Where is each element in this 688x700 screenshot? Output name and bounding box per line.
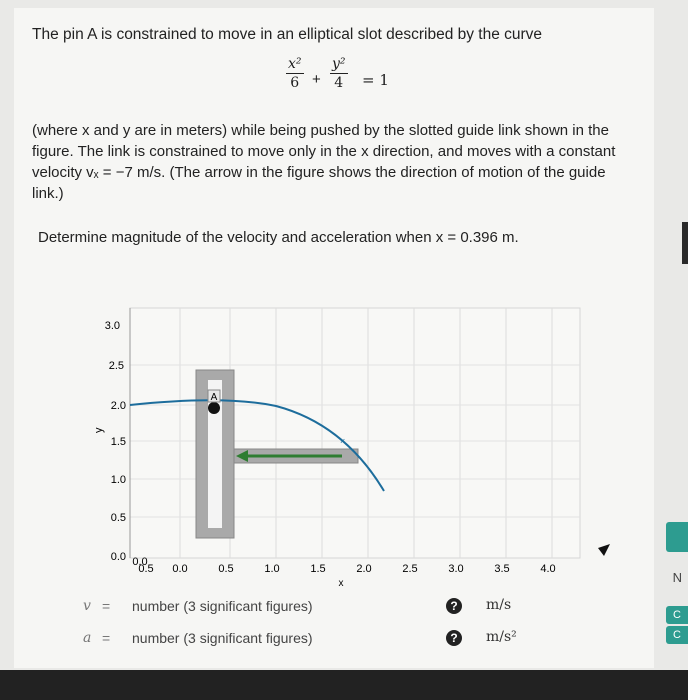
x-tick-label: 3.5	[494, 563, 510, 575]
velocity-unit: m/s	[486, 597, 512, 613]
x-tick-label: 0.0	[172, 563, 188, 575]
y-axis-label: y	[93, 427, 105, 433]
pin-label: A	[210, 392, 218, 403]
x-tick-label: 1.5	[310, 563, 326, 575]
side-scroll-tab[interactable]	[682, 222, 688, 264]
problem-body-line: link.)	[32, 185, 64, 202]
frac-y-den: 4	[334, 75, 344, 91]
y-tick-label: 3.0	[104, 320, 120, 332]
plus-sign: +	[312, 71, 321, 88]
mechanism-figure	[14, 8, 654, 608]
problem-body-line: (where x and y are in meters) while being pushed by the slotted guide link shown in the	[32, 122, 609, 139]
velocity-variable: v	[83, 598, 91, 614]
problem-body-line: velocity vₓ = −7 m/s. (The arrow in the figure shows the direction of motion of the guide	[32, 164, 606, 181]
x-tick-label: 0.5	[218, 563, 234, 575]
x-tick-label: 0.0	[132, 556, 148, 568]
y-tick-label: 1.5	[110, 436, 126, 448]
y-tick-label: 0.5	[110, 512, 126, 524]
curve-marker: ×	[340, 436, 346, 446]
determine-text: Determine magnitude of the velocity and acceleration when x = 0.396 m.	[38, 229, 519, 246]
x-tick-label: 1.0	[264, 563, 280, 575]
velocity-equals: =	[102, 598, 111, 614]
question-card	[14, 8, 654, 668]
problem-body-line: figure. The link is constrained to move only in the x direction, and moves with a constant	[32, 143, 616, 160]
acceleration-answer-row	[28, 626, 648, 652]
problem-line1: The pin A is constrained to move in an elliptical slot described by the curve	[32, 26, 543, 43]
side-button-3[interactable]: C	[666, 626, 688, 644]
y-tick-label: 1.0	[110, 474, 126, 486]
x-tick-label: 0.5	[138, 563, 154, 575]
frac-y-num: y²	[332, 56, 346, 72]
acceleration-help-icon[interactable]: ?	[446, 630, 462, 646]
x-tick-label: 2.0	[356, 563, 372, 575]
frac-x-num: x²	[288, 56, 302, 72]
bottom-bar	[0, 670, 688, 700]
velocity-answer-row	[28, 594, 648, 620]
acceleration-variable: a	[83, 630, 92, 646]
acceleration-equals: =	[102, 630, 111, 646]
side-button-1[interactable]	[666, 522, 688, 552]
velocity-help-icon[interactable]: ?	[446, 598, 462, 614]
frac-x-den: 6	[290, 75, 300, 91]
y-tick-label: 0.0	[110, 551, 126, 563]
y-tick-label: 2.0	[110, 400, 126, 412]
acceleration-input[interactable]	[132, 626, 437, 650]
equation-rhs: = 1	[362, 71, 389, 89]
side-button-2[interactable]: C	[666, 606, 688, 624]
x-tick-label: 4.0	[540, 563, 556, 575]
y-tick-label: 2.5	[108, 360, 124, 372]
pin-a	[208, 402, 220, 414]
velocity-input[interactable]	[132, 594, 437, 618]
side-mark: N	[672, 570, 682, 585]
x-tick-label: 3.0	[448, 563, 464, 575]
acceleration-unit: m/s²	[486, 629, 517, 645]
cursor-icon	[598, 544, 610, 556]
x-tick-label: 2.5	[402, 563, 418, 575]
x-axis-label: x	[338, 578, 344, 589]
